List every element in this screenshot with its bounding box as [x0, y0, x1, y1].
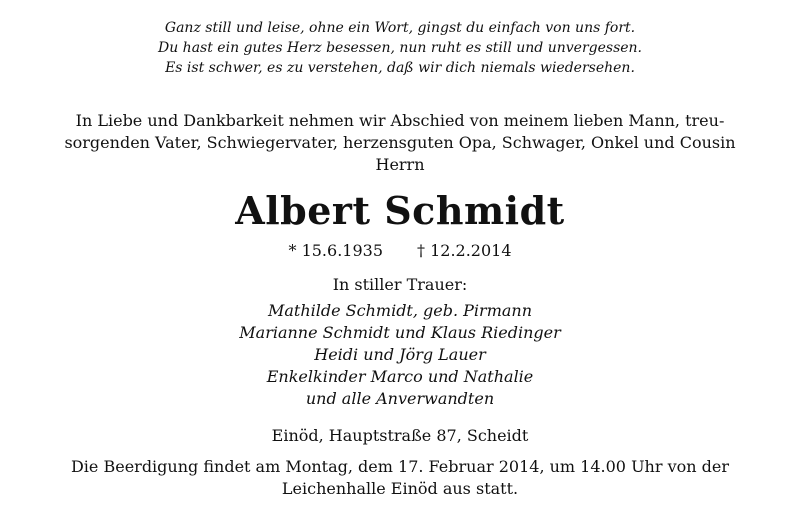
mourner-entry: Mathilde Schmidt, geb. Pirmann: [267, 301, 533, 320]
mourner-entry: und alle Anverwandten: [305, 389, 495, 408]
birth-date: * 15.6.1935: [288, 241, 383, 260]
deceased-name: Albert Schmidt: [235, 188, 565, 233]
poem-line: Es ist schwer, es zu verstehen, daß wir dich niemals wiedersehen.: [165, 60, 635, 76]
memorial-poem: [0, 18, 800, 78]
family-address: Einöd, Hauptstraße 87, Scheidt: [271, 426, 529, 445]
funeral-line: Leichenhalle Einöd aus statt.: [281, 479, 519, 498]
mourning-label: In stiller Trauer:: [332, 275, 468, 294]
intro-line: sorgenden Vater, Schwiegervater, herzensguten Opa, Schwager, Onkel und Cousin: [64, 133, 736, 152]
intro-line: In Liebe und Dankbarkeit nehmen wir Abschied von meinem lieben Mann, treu-: [75, 111, 725, 130]
farewell-intro: [0, 110, 800, 176]
funeral-info: [0, 456, 800, 500]
funeral-line: Die Beerdigung findet am Montag, dem 17. Februar 2014, um 14.00 Uhr von der: [70, 457, 730, 476]
intro-line: Herrn: [375, 155, 425, 174]
mourner-entry: Enkelkinder Marco und Nathalie: [266, 367, 534, 386]
life-dates: [0, 240, 800, 262]
poem-line: Du hast ein gutes Herz besessen, nun ruht es still und unvergessen.: [157, 40, 643, 56]
mourner-entry: Heidi und Jörg Lauer: [314, 345, 486, 364]
mourner-entry: Marianne Schmidt und Klaus Riedinger: [239, 323, 561, 342]
death-date: † 12.2.2014: [417, 241, 512, 260]
mourners-list: [0, 300, 800, 410]
poem-line: Ganz still und leise, ohne ein Wort, gingst du einfach von uns fort.: [164, 20, 636, 36]
